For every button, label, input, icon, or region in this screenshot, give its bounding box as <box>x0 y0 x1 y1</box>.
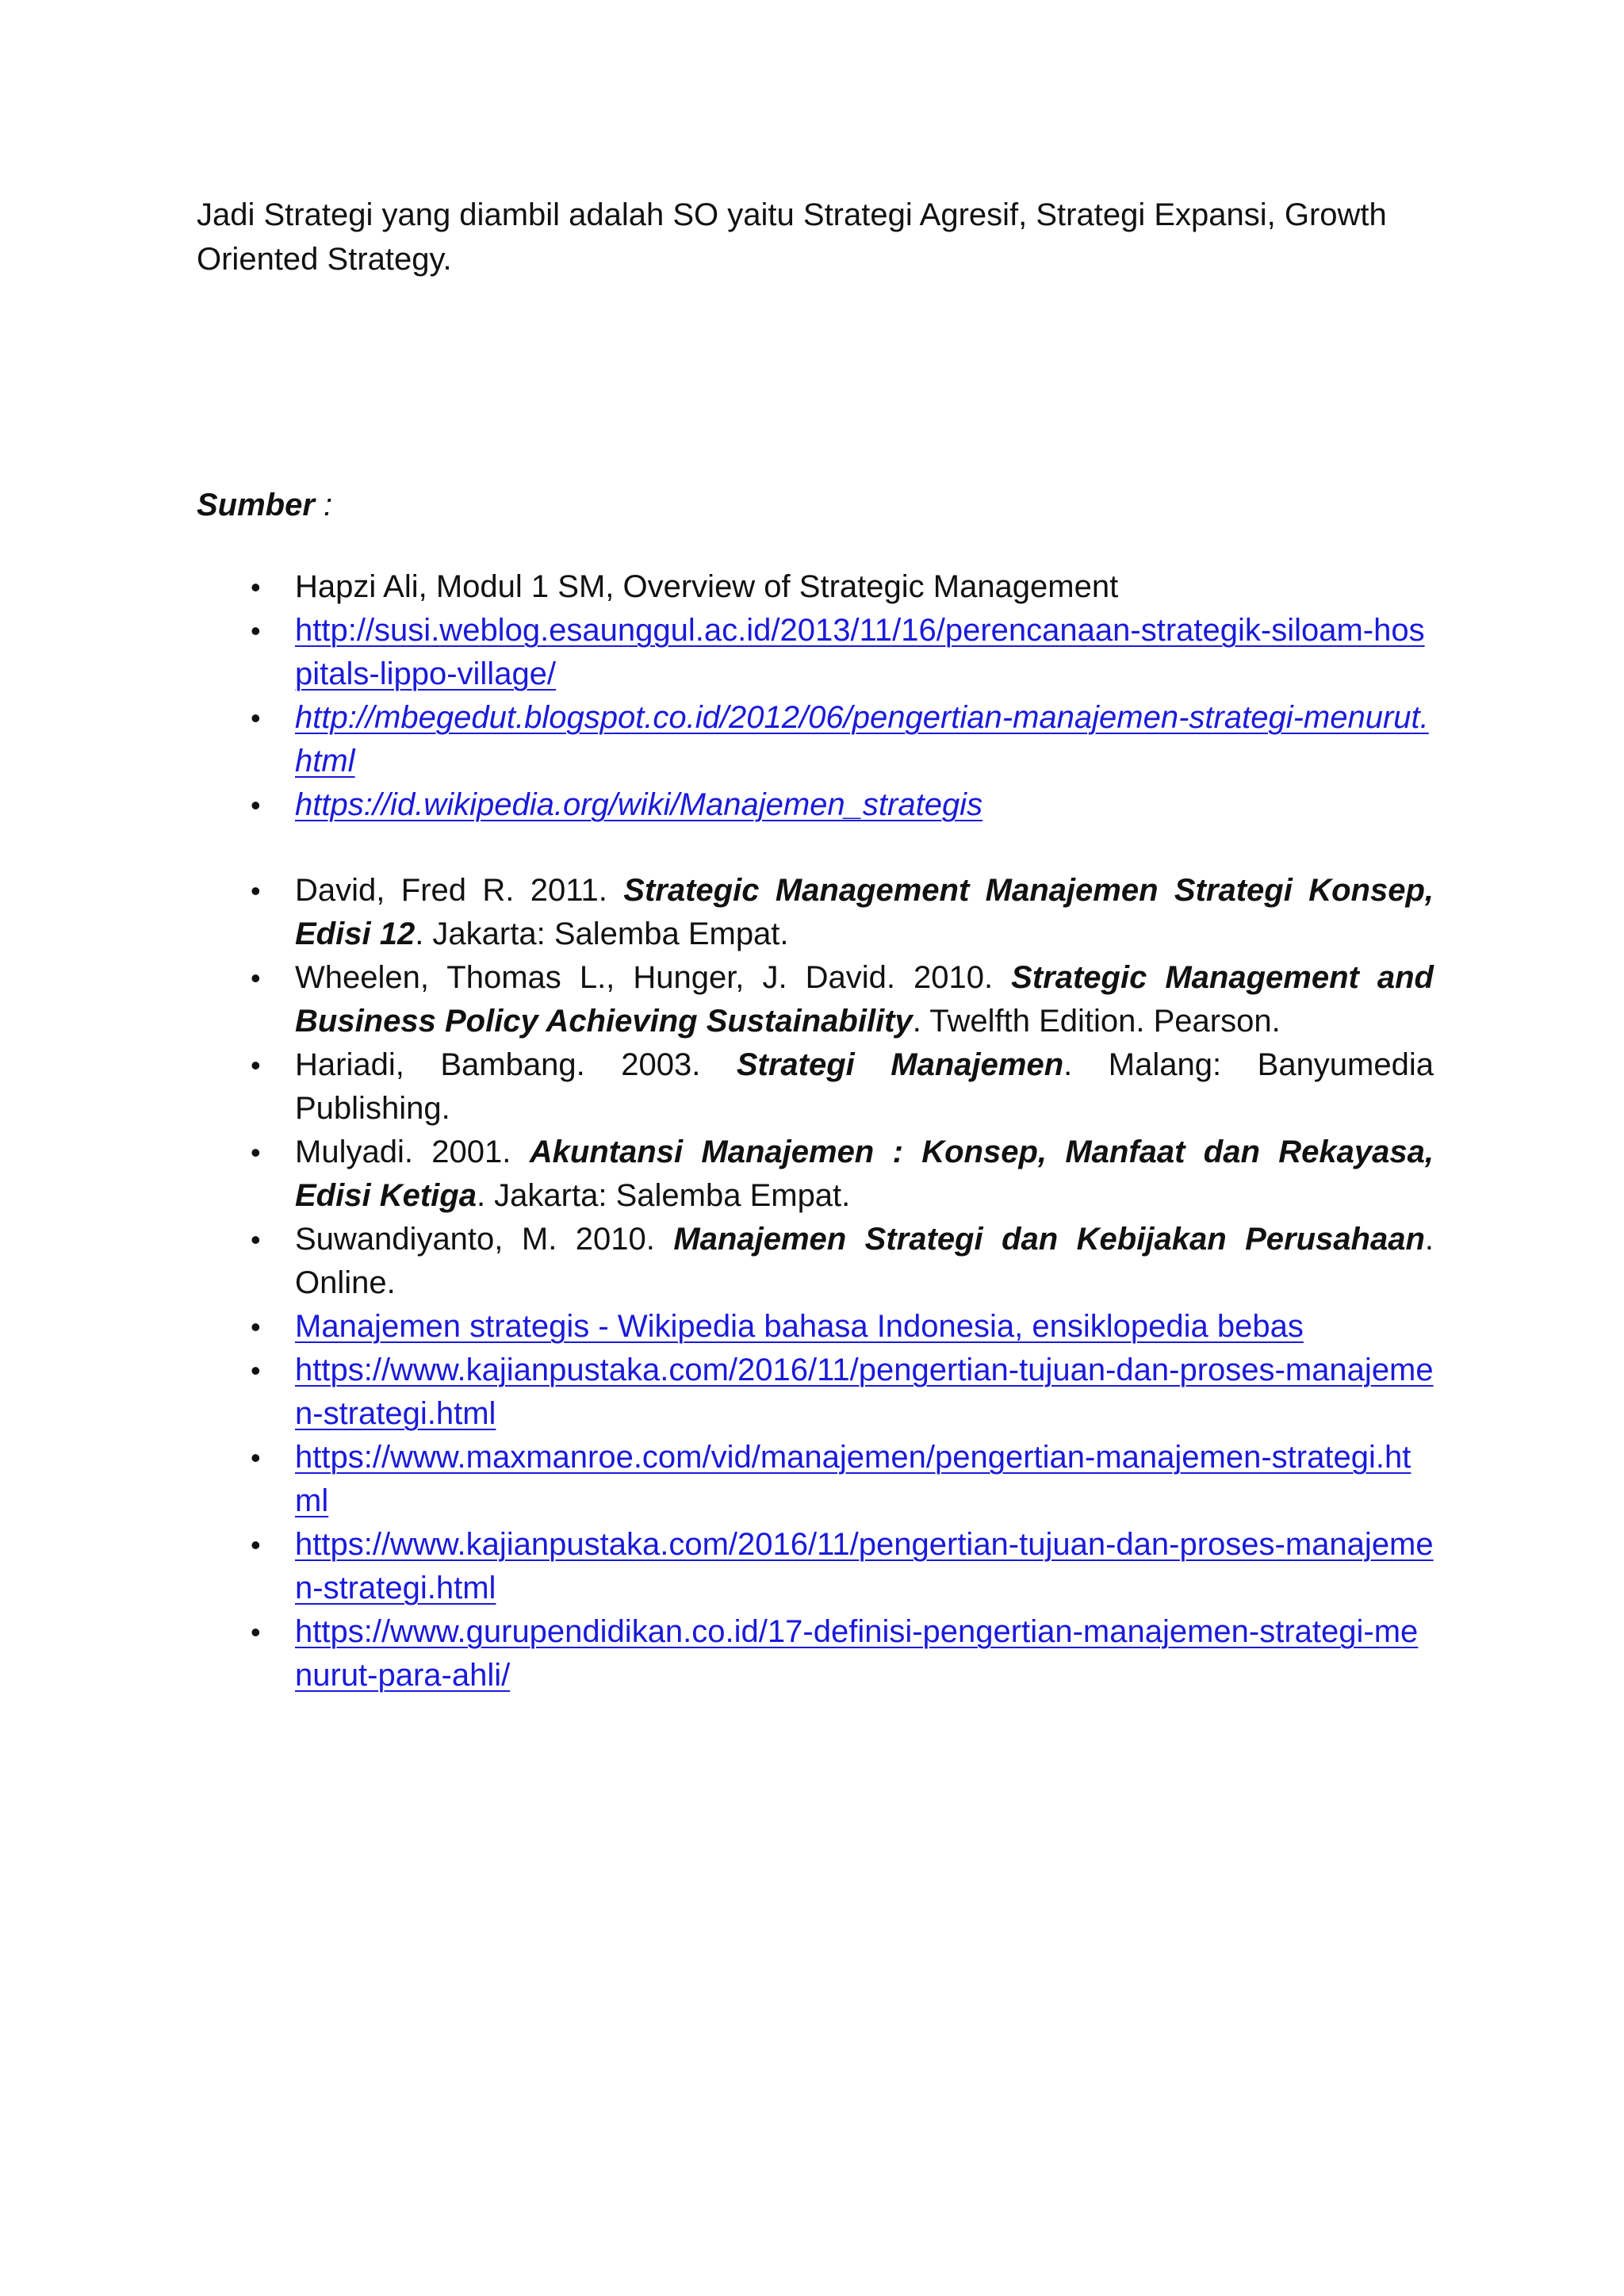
citation-title: Strategi Manajemen <box>736 1047 1064 1082</box>
list-item <box>197 1436 1434 1523</box>
list-item <box>197 956 1434 1043</box>
secondary-source-list <box>197 869 1434 1697</box>
citation-author-year: Hariadi, Bambang. 2003. <box>295 1047 737 1082</box>
source-link[interactable]: http://mbegedut.blogspot.co.id/2012/06/pengertian-manajemen-strategi-menurut.html <box>295 700 1429 779</box>
bullet-icon: • <box>251 1049 261 1081</box>
list-item <box>197 1043 1434 1131</box>
intro-paragraph: Jadi Strategi yang diambil adalah SO yaitu Strategi Agresif, Strategi Expansi, Growth Oriented Strategy. <box>197 197 1387 277</box>
source-link[interactable]: https://id.wikipedia.org/wiki/Manajemen_strategis <box>295 787 983 822</box>
list-item <box>197 1131 1434 1218</box>
citation-author-year: David, Fred R. 2011. <box>295 873 624 908</box>
citation-title: Strategic Management and Business Policy Achieving Sustainability <box>295 960 1434 1039</box>
bullet-icon: • <box>251 571 261 603</box>
source-link[interactable]: http://susi.weblog.esaunggul.ac.id/2013/11/16/perencanaan-strategik-siloam-hospitals-lippo-village/ <box>295 613 1425 691</box>
citation-author-year: Suwandiyanto, M. 2010. <box>295 1222 674 1257</box>
list-item <box>197 1349 1434 1436</box>
bullet-icon: • <box>251 962 261 994</box>
list-item <box>197 1610 1434 1697</box>
citation-publisher: . Online. <box>295 1222 1434 1300</box>
sources-heading <box>197 483 332 527</box>
citation-author-year: Wheelen, Thomas L., Hunger, J. David. 2010. <box>295 960 1012 995</box>
citation-publisher: . Twelfth Edition. Pearson. <box>912 1004 1281 1039</box>
source-text: Hapzi Ali, Modul 1 SM, Overview of Strategic Management <box>295 569 1119 604</box>
source-link[interactable]: https://www.kajianpustaka.com/2016/11/pengertian-tujuan-dan-proses-manajemen-strategi.html <box>295 1527 1434 1605</box>
bullet-icon: • <box>251 1311 261 1343</box>
list-item <box>197 1523 1434 1610</box>
sources-heading-colon: : <box>314 488 333 522</box>
list-item <box>197 1218 1434 1305</box>
citation-publisher: . Jakarta: Salemba Empat. <box>476 1178 851 1213</box>
citation-author-year: Mulyadi. 2001. <box>295 1135 530 1169</box>
bullet-icon: • <box>251 614 261 647</box>
bullet-icon: • <box>251 1223 261 1256</box>
citation-publisher: . Malang: Banyumedia Publishing. <box>295 1047 1434 1126</box>
list-item <box>197 783 1434 827</box>
source-link[interactable]: https://www.kajianpustaka.com/2016/11/pengertian-tujuan-dan-proses-manajemen-strategi.html <box>295 1353 1434 1431</box>
source-link[interactable]: Manajemen strategis - Wikipedia bahasa Indonesia, ensiklopedia bebas <box>295 1309 1304 1344</box>
bullet-icon: • <box>251 1136 261 1169</box>
list-item <box>197 609 1434 696</box>
citation-publisher: . Jakarta: Salemba Empat. <box>415 916 789 951</box>
sources-heading-label: Sumber <box>197 488 315 522</box>
bullet-icon: • <box>251 1441 261 1474</box>
list-item <box>197 869 1434 956</box>
primary-source-list <box>197 565 1434 827</box>
source-link[interactable]: https://www.maxmanroe.com/vid/manajemen/pengertian-manajemen-strategi.html <box>295 1440 1411 1518</box>
list-item <box>197 1305 1434 1349</box>
citation-title: Akuntansi Manajemen : Konsep, Manfaat dan Rekayasa, Edisi Ketiga <box>295 1135 1434 1213</box>
bullet-icon: • <box>251 1529 261 1561</box>
list-item <box>197 696 1434 783</box>
bullet-icon: • <box>251 789 261 821</box>
citation-title: Strategic Management Manajemen Strategi Konsep, Edisi 12 <box>295 873 1434 951</box>
bullet-icon: • <box>251 1616 261 1648</box>
bullet-icon: • <box>251 874 261 907</box>
source-link[interactable]: https://www.gurupendidikan.co.id/17-definisi-pengertian-manajemen-strategi-menurut-para-ahli/ <box>295 1614 1419 1693</box>
bullet-icon: • <box>251 702 261 734</box>
citation-title: Manajemen Strategi dan Kebijakan Perusahaan <box>673 1222 1425 1257</box>
list-item <box>197 565 1434 609</box>
bullet-icon: • <box>251 1354 261 1387</box>
